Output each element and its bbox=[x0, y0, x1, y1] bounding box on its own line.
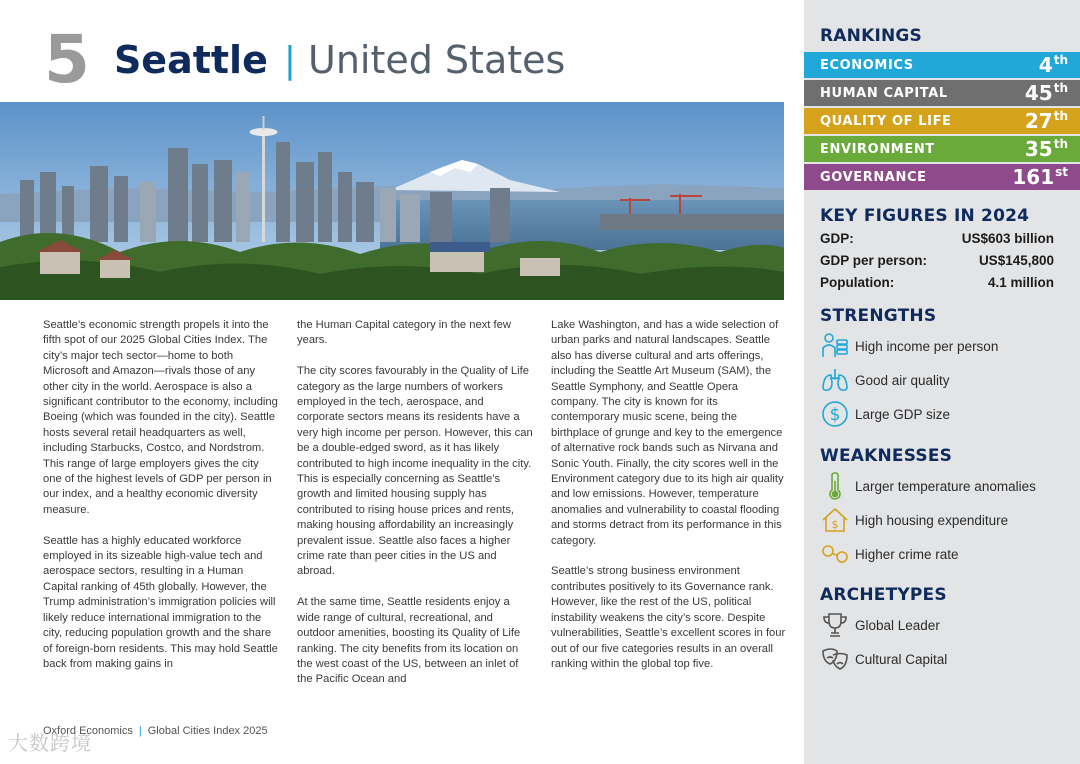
trophy-icon bbox=[818, 610, 852, 640]
ranking-environment bbox=[804, 136, 1080, 162]
ranking-economics bbox=[804, 52, 1080, 78]
ranking-governance bbox=[804, 164, 1080, 190]
key-figures-title: KEY FIGURES IN 2024 bbox=[820, 206, 1030, 226]
sidebar bbox=[804, 0, 1080, 764]
page-header bbox=[44, 20, 565, 100]
body-column-1 bbox=[43, 318, 279, 688]
weakness-label: High housing expenditure bbox=[855, 512, 1009, 528]
key-figure-label: GDP per person: bbox=[820, 253, 928, 268]
ranking-value: 4th bbox=[1038, 53, 1068, 77]
ranking-quality-of-life bbox=[804, 108, 1080, 134]
ranking-value: 35th bbox=[1024, 137, 1068, 161]
ranking-value: 161st bbox=[1012, 165, 1068, 189]
house-dollar-icon bbox=[818, 505, 852, 535]
handcuffs-icon bbox=[818, 539, 852, 569]
strength-label: Good air quality bbox=[855, 372, 950, 388]
ranking-value: 27th bbox=[1024, 109, 1068, 133]
archetype-item bbox=[818, 610, 940, 640]
ranking-label: HUMAN CAPITAL bbox=[820, 85, 948, 101]
weakness-item bbox=[818, 505, 1008, 535]
paragraph: Seattle has a highly educated workforce employed in its sizeable high-value tech and aerospace sectors, resulting in a Human Capital ranking of 45th globally. However, the Trump administration’s immigration policies will likely reduce international immigration to the city, reducing population growth and the share of foreign-born residents. This may hold Seattle back from making gains in bbox=[43, 534, 278, 670]
seattle-skyline-photo bbox=[0, 102, 784, 300]
weakness-item bbox=[818, 539, 959, 569]
footer-publisher: Oxford Economics bbox=[43, 725, 133, 737]
watermark: 大数跨境 bbox=[8, 731, 92, 755]
archetype-label: Global Leader bbox=[855, 617, 940, 633]
key-figure-value: US$603 billion bbox=[961, 231, 1054, 246]
paragraph: Seattle’s economic strength propels it into the fifth spot of our 2025 Global Cities Index. The city’s major tech sector—home to both Microsoft and Amazon—rivals those of any other city in the world. Aerospace is also a significant contributor to the economy, including Boeing (which was founded in the city). Seattle hosts several retail headquarters as well, including Starbucks, Costco, and Nordstrom. This range of large employers gives the city one of the highest levels of GDP per person in our index, and a healthy economic diversity measure. bbox=[43, 319, 278, 516]
strength-label: Large GDP size bbox=[855, 406, 951, 422]
strength-item bbox=[818, 399, 950, 429]
svg-text:$: $ bbox=[831, 518, 839, 531]
paragraph: At the same time, Seattle residents enjoy a wide range of cultural, recreational, and outdoor amenities, boosting its Quality of Life ranking. The city benefits from its location on the west coast of the US, between an inlet of the Pacific Ocean and bbox=[297, 596, 521, 686]
weakness-label: Higher crime rate bbox=[855, 546, 959, 562]
archetype-label: Cultural Capital bbox=[855, 651, 948, 667]
ranking-label: ECONOMICS bbox=[820, 57, 914, 73]
theater-masks-icon bbox=[818, 644, 852, 674]
ranking-value: 45th bbox=[1024, 81, 1068, 105]
body-column-2 bbox=[297, 318, 533, 703]
strengths-title: STRENGTHS bbox=[820, 306, 937, 326]
footer-separator: | bbox=[138, 725, 142, 737]
footer-publication: Global Cities Index 2025 bbox=[147, 725, 268, 737]
ranking-label: ENVIRONMENT bbox=[820, 141, 935, 157]
ranking-label: QUALITY OF LIFE bbox=[820, 113, 952, 129]
paragraph: the Human Capital category in the next few years. bbox=[297, 319, 511, 347]
ranking-human-capital bbox=[804, 80, 1080, 106]
svg-text:$: $ bbox=[829, 405, 841, 425]
title-separator: | bbox=[283, 39, 296, 81]
dollar-circle-icon bbox=[818, 399, 852, 429]
thermometer-icon bbox=[818, 471, 852, 501]
income-person-icon bbox=[818, 331, 852, 361]
lungs-icon bbox=[818, 365, 852, 395]
country-name: United States bbox=[308, 38, 566, 82]
paragraph: Seattle’s strong business environment contributes positively to its Governance rank. However, like the rest of the US, political instability weakens the city’s score. Despite vulnerabilities, Seattle’s excellent scores in four out of our five categories results in an overall ranking within the global top five. bbox=[551, 565, 786, 670]
strength-item bbox=[818, 365, 950, 395]
strength-item bbox=[818, 331, 998, 361]
overall-rank-number: 5 bbox=[44, 21, 90, 98]
ranking-label: GOVERNANCE bbox=[820, 169, 927, 185]
key-figure-gdp bbox=[820, 231, 1054, 246]
archetype-item bbox=[818, 644, 947, 674]
key-figure-value: 4.1 million bbox=[987, 275, 1054, 290]
key-figure-label: Population: bbox=[820, 275, 895, 290]
weakness-item bbox=[818, 471, 1036, 501]
city-name: Seattle bbox=[113, 38, 268, 82]
paragraph: The city scores favourably in the Quality of Life category as the large numbers of workers employed in the tech, aerospace, and corporate sectors means its residents have a very high income per person. However, this can be a double-edged sword, as it has likely contributed to high income inequality in the city. This is especially concerning as Seattle’s growth and limited housing supply has contributed to rising house prices and rents, making housing affordability an increasingly prevalent issue. Seattle also faces a higher crime rate than peer cities in the US and abroad. bbox=[297, 365, 533, 578]
paragraph: Lake Washington, and has a wide selection of urban parks and natural landscapes. Seattle also has diverse cultural and arts offerings, including the Seattle Art Museum (SAM), the Seattle Symphony, and Seattle Opera company. The city is known for its contemporary music scene, being the birthplace of grunge and key to the emergence of alternative rock bands such as Nirvana and Sonic Youth. Finally, the city scores well in the Environment category due to its high air quality and low emissions. However, temperature anomalies and vulnerability to coastal flooding and storms detract from its performance in this category. bbox=[551, 319, 784, 547]
weakness-label: Larger temperature anomalies bbox=[855, 478, 1036, 494]
weaknesses-title: WEAKNESSES bbox=[820, 446, 953, 466]
key-figure-label: GDP: bbox=[820, 231, 854, 246]
strength-label: High income per person bbox=[855, 338, 999, 354]
archetypes-title: ARCHETYPES bbox=[820, 585, 947, 605]
key-figure-population bbox=[820, 275, 1054, 290]
body-column-3 bbox=[551, 318, 787, 688]
key-figure-value: US$145,800 bbox=[978, 253, 1054, 268]
key-figure-gdp-per-person bbox=[820, 253, 1054, 268]
rankings-title: RANKINGS bbox=[820, 26, 922, 46]
